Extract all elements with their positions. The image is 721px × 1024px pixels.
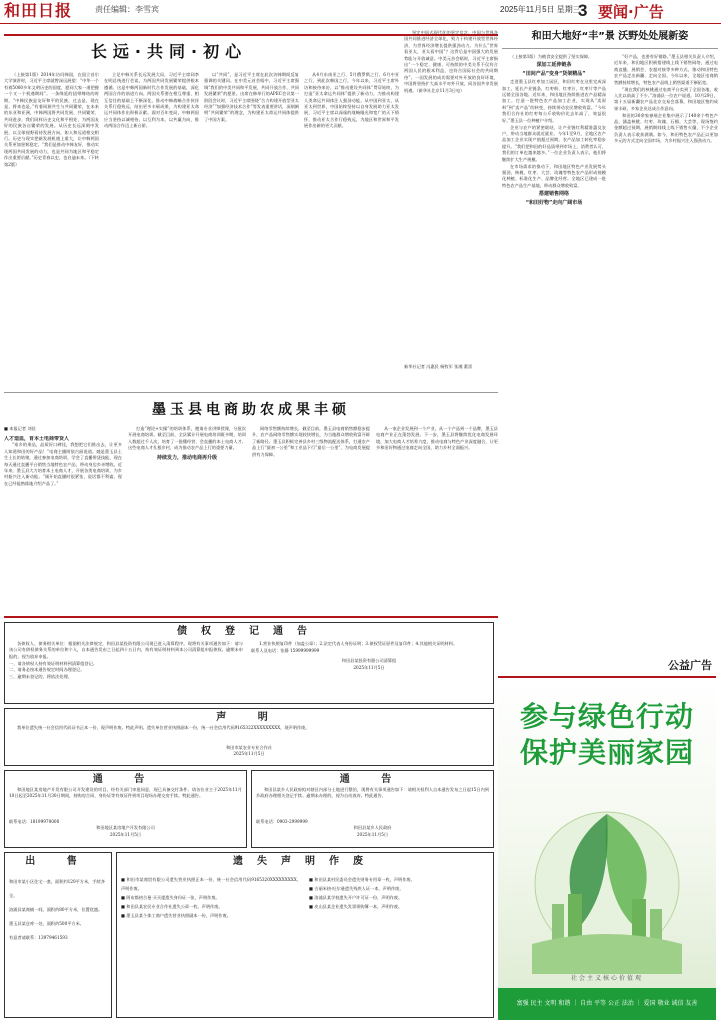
ecommerce-subhead-2: 持续发力，推动电商再升级 [156,454,217,461]
core-values-bar: 富强 民主 文明 和谐 ｜ 自由 平等 公正 法治 ｜ 爱国 敬业 诚信 友善 [498,988,716,1020]
public-ad-label: 公益广告 [668,659,712,672]
sale-notice-title: 出 售 [25,856,91,867]
notice-left-title: 通 告 [92,774,159,785]
notice-left: 通 告 和田地区某房地产开发有限公司开发建设的项目，经有关部门审批同意，现已具备交付条件。请各位业主于2025年11月10日起至2025年11月30日期间，持购房合同、身份证等有效证件到项目现场办理交房手续。特此通告。 联系电话：18199970000 和田地区某房地产开发有限公司 2025年11月5日 [4,770,247,848]
lead-headline: 长远·共同·初心 [90,42,248,61]
side-subhead-1: 深加工延伸链条 [536,62,572,69]
page-number: 3 [578,1,588,20]
section-divider [4,392,498,393]
side-col-1: （上接第1版）为粮食安全提供了坚实保障。 深加工延伸链条 “田间产品”变身“货架精品” 走进墨玉县红枣加工园区，和田红枣在这里完成深加工，延长产业链条，红枣粉、红枣汁、红枣片等产品远销全国各地。近年来，和田地区持续推进农产品精深加工，打造一批特色农产品加工企业，实现从“卖原料”到“卖产品”的转变，持续带动农民增收致富。“今年我们合作社的红枣每公斤收购价比去年高了，效益很好。”墨玉县一位种植户介绍。 企业与农户的紧密联结，让产业链红利精准惠及农户，带动当地群众就近就业。今年1至9月，全地区农产品加工企业实现产值超过预期，农产品加工转化率稳步提升。“我们把和田的好品质带到市场上，消费者认可，我们的订单也越来越多。”一位企业负责人表示，他们将继续扩大生产规模。 在市场需求的推动下，和田地区特色产业发展势头强劲，核桃、红枣、大芸、玫瑰等特色农产品形成规模化种植、标准化生产、品牌化经营。全地区已建成一批特色农产品生产基地，带动群众增收致富。 搭建销售网络 “和田好物”走向广阔市场 [502,54,606,206]
ads-divider [4,616,498,618]
lead-col-2: 立足中韩关系长远发展大局，习近平主席同李在明总统进行会谈，为两国共同发展繁荣提供根本遵循。这是中韩两国新时代合作发展的基础，深化两国合作的前进方向。两国关系要在相互尊重、相互信任的基础上不断深化，推动中韩战略合作伙伴关系行稳致远，结出更多丰硕成果，为构建亚太命运共同体作出积极贡献。面对百年变局，中韩两国应当坚持以诚相待，以互利为本，以共赢为向，推动两国合作迈上新台阶。 [104,72,199,129]
section-title: 要闻·广告 [598,3,664,21]
debt-notice-title: 债权登记通告 [177,626,321,637]
newspaper-logo: 和田日报 [4,1,73,20]
side-subhead-1b: “田间产品”变身“货架精品” [522,70,586,77]
notice-right: 通 告 和田县某乡人民政府拟对辖区内部分土地进行整治，现将有关事项通告如下：请相关权利人自本通告发布之日起15日内到乡政府办理相关登记手续。逾期未办理的，视为自动放弃。特此通告。 联系电话：0903-2999999 和田县某乡人民政府 2025年11月5日 [251,770,494,848]
ecommerce-article [4,392,498,612]
ecommerce-headline: 墨玉县电商助农成果丰硕 [152,402,350,418]
side-subhead-2: 搭建销售网络 [538,191,569,198]
ecommerce-col-1: 人才造血，育本土电商带货人 “家乡的果品，品质好口碑佳，我想把它们推出去，让更多人知道和田的好产品！”电商主播阿依古丽说道。她是墨玉县土生土长的姑娘，通过参加电商培训，学会了直播带货技能，现在每天通过直播平台销售当地特色农产品，带动身边乡亲增收。近年来，墨玉县大力培育本土电商人才，开展各类电商培训，为乡村振兴注入新动能。“刚开始直播时很紧张，说话都不利索，现在已经能熟练地介绍产品了。” [4,436,122,486]
statement-notice-date: 2025年11月5日 [233,751,265,757]
lead-col-4: 从4月东南亚之行、5月俄罗斯之行、6月中亚之行，到此次韩国之行，今年以来，习近平主席外访和接待来访，以“推动建设共同体”贯穿始终，为打造“亚太命运共同体”提供了新动力，为推动构建人类命运共同体注入强劲动能。从中国到亚太，从亚太到世界，中国始终坚持以自身发展助力亚太发展，习近平主席以深邃的战略眼光和宽广的天下情怀，推动亚太合作行稳致远，为地区和世界和平发展作出新的更大贡献。 [304,72,399,129]
issue-date: 2025年11月5日 星期三 [500,5,581,14]
statement-notice [4,708,494,766]
lost-notice-col-1: ■ 和田市某商贸有限公司遗失营业执照正本一份，统一社会信用代码9165320XXXXXXXXX，声明作废。 ■ 阿布都热合曼·买买提遗失身份证一张，声明作废。 ■ 和田县某农民专业合作社遗失公章一枚，声明作废。 ■ 墨玉县某个体工商户遗失营业执照副本一份，声明作废。 [121,877,301,918]
lead-col-1: （上接第1版）2014年访问韩国，在国立首尔大学演讲时，习近平主席就曾深远展望：“中华一个有着5000多年文明历史的国度，愿同大家一道把握一个又一个机遇期间”。一条绵延的纽带缔结的时期，“中韩民族是友好和平的民族，过去是，现在是，将来也是。”有着同源共生与共同繁荣，在未来的东亚和亚洲，中韩两国将共同发展、共同繁荣、共同进步，我们同样历史文化和平相处，为两国友好的民族各自繁荣的发展。从历史长远深刻中发展，以全球视野看待发展方向，如人和远道相交相行。历史与现实把新发展机遇上重大，让中韩两国关系更加坚韧稳定。“我们是推动中韩友好，推动实现两国共同发展的动力，也是共同为地区和平稳定作出重要贡献。”历史青春以史，也启迪未来。（下转第2版） [4,72,99,167]
lead-article [4,30,498,390]
statement-notice-signer: 和田市某农业专业合作社 [225,745,273,750]
debt-notice-col-1: 各债权人、债务相关单位：根据相关法律规定，和田县某投资有限公司现已进入清算程序。现将有关事项通告如下：请与该公司有债权债务关系的单位和个人，自本通告发布之日起四十五日内，持有效证明材料到本公司清算组申报债权。逾期未申报的，视为放弃申报。 一、请各债权人持有效证明材料到清算组登记。 二、请务必按本通告规定时间办理登记。 三、逾期未登记的，将依法处理。 [9,641,243,679]
side-headline: 和田大地好“丰”景 沃野处处展新姿 [531,31,689,42]
hill-icon [532,934,682,974]
lead-col-3: 以“共同”，是习近平主席在此次访韩期间反复强调的关键词。在中美元首会晤中，习近平主席强调“我们的中美共同和平发展，共同开放合作，共同发展繁荣”的愿景。出席在韩举行的APEC会议第一阶段会议时，习近平主席围绕“合力构建开放型亚太经济”“加强经济技术合作”等发表重要讲话，深刻阐明“共同繁荣”的理念，为构建亚太命运共同体提供了中国方案。 [204,72,299,122]
lost-notice-col-2: ■ 和田县某村民委员会遗失财务专用章一枚，声明作废。 ■ 古丽米热·吐尔逊遗失残疾人证一本，声明作废。 ■ 洛浦县某学校遗失开户许可证一份，声明作废。 ■ 皮山县某企业遗失发票领购簿一本，声明作废。 [309,877,415,909]
side-rule [502,48,718,49]
core-values-title: 社会主义核心价值观 [570,975,643,982]
side-subhead-2b: “和田好物”走向广阔市场 [525,199,583,206]
debt-notice [4,622,494,704]
ecommerce-byline: ■ 本报记者 刘佳 [4,426,36,431]
notice-right-title: 通 告 [339,774,406,785]
lead-byline: 新华社记者 冯惠民 杨牧军 张湘 董雷 [404,364,473,369]
ecommerce-col-4: 从一家企业发展到一个产业，从一个产品到一个品牌，墨玉县电商产业正在蓬勃发展。下一步，墨玉县将继续优化电商发展环境，加大电商人才培养力度，推动电商与特色产业深度融合，让更多和田好物通过电商走向全国，助力乡村全面振兴。 [376,426,498,451]
side-article [502,30,718,630]
debt-notice-signer: 和田县某投资有限公司清算组 [341,658,397,664]
planet-leaf-illustration [512,784,702,974]
public-ad-header [498,656,716,678]
ecommerce-col-2: 打造“理论+实操”的培训体系，邀请专业讲师授课，分批次开展电商培训。截至目前，全县累计开展电商培训班多期，培训人数超过千人次，培育了一批懂经营、会直播的本土电商人才。这些电商人才扎根乡村，成为推动农产品上行的重要力量。 持续发力，推动电商再升级 [128,426,246,461]
statement-notice-body: 我单位遗失统一社会信用代码证书正本一份，现声明作废。特此声明。遗失单位营业执照副本一份，统一社会信用代码9165322XXXXXXXXX，现声明作废。 [17,725,310,730]
sale-notice: 出 售 和田市某小区住宅一套，面积约120平方米，手续齐全。 洛浦县某商铺一间，面积约80平方米，位置优越。 墨玉县某仓库一处，面积约500平方米。 有意者请联系：13979461593 [4,852,112,1018]
statement-notice-title: 声 明 [216,712,282,723]
public-ad-line2: 保护美丽家园 [519,736,694,769]
ecommerce-col-3: 网络零售额持续增长，截至目前，墨玉县电商销售额稳步提升，农产品网络零售额实现较快增长，为当地群众增收致富开辟了新路径。墨玉县积极完善县乡村三级物流配送体系，打通农产品上行“最初一公里”和工业品下行“最后一公里”，为电商发展提供有力保障。 [252,426,370,457]
lost-notice [116,852,494,1018]
debt-notice-date: 2025年11月5日 [353,664,385,670]
ecommerce-subhead-1: 人才造血，育本土电商带货人 [4,436,70,442]
debt-notice-col-2: 1.营业执照复印件（加盖公章）；2.法定代表人身份证明；3.债权凭证原件及复印件；4.其他相关证明材料。 联系人及电话：张静 15999999999 和田县某投资有限公司清算组 2025年11月5日 [251,641,487,701]
public-ad-line1: 参与绿色行动 [519,700,694,733]
editor-credit: 责任编辑：李雪宾 [95,5,159,14]
side-col-2: “好产品，也要有好销路。”墨玉县相关负责人介绍，近年来，和田地区积极搭建线上线下销售网络，通过电商直播、展销会、农超对接等多种方式，推动和田特色农产品走出新疆、走向全国。今年以来，全地区电商销售额持续增长，特色农产品线上销售渠道不断拓宽。 “现在我们的核桃通过电商平台卖到了全国各地，收入比以前高了不少。”洛浦县一位农户说道。10月29日，第十五届新疆农产品北京交易会落幕，和田地区签约成果丰硕，多家企业达成合作意向。 和田的30余家参展企业集中展示了140余个特色产品，涵盖核桃、红枣、玫瑰、石榴、大芸等，现场签约金额超过预期，展销期间线上线下销售火爆，不少企业负责人表示收获满满。如今，和田特色农产品正以更加多元的方式走向全国市场，为乡村振兴注入强劲动力。 [614,54,718,144]
lost-notice-title: 遗失声明作废 [233,856,377,867]
page-header [0,0,721,24]
lead-col-5: 坚定中国式现代化的坚定信念，中国与世界各国共同推进经济全球化，致力于构建开放型世界经济，为世界经济增长提供强劲动力。为什么“世界看亚太，亚太看中国”？这背后是中国强大的发展势能与开放诚意。中美元首会晤时，习近平主席指出“一个稳定、健康、可持续的中美关系不仅符合两国人民的根本利益，也符合国际社会的共同期待”。一国发展的成功需要对外开放的良好环境，中国将坚持扩大高水平对外开放，同各国共享发展机遇。（新华社北京11月3日电） [404,30,498,93]
public-ad [498,680,716,1020]
